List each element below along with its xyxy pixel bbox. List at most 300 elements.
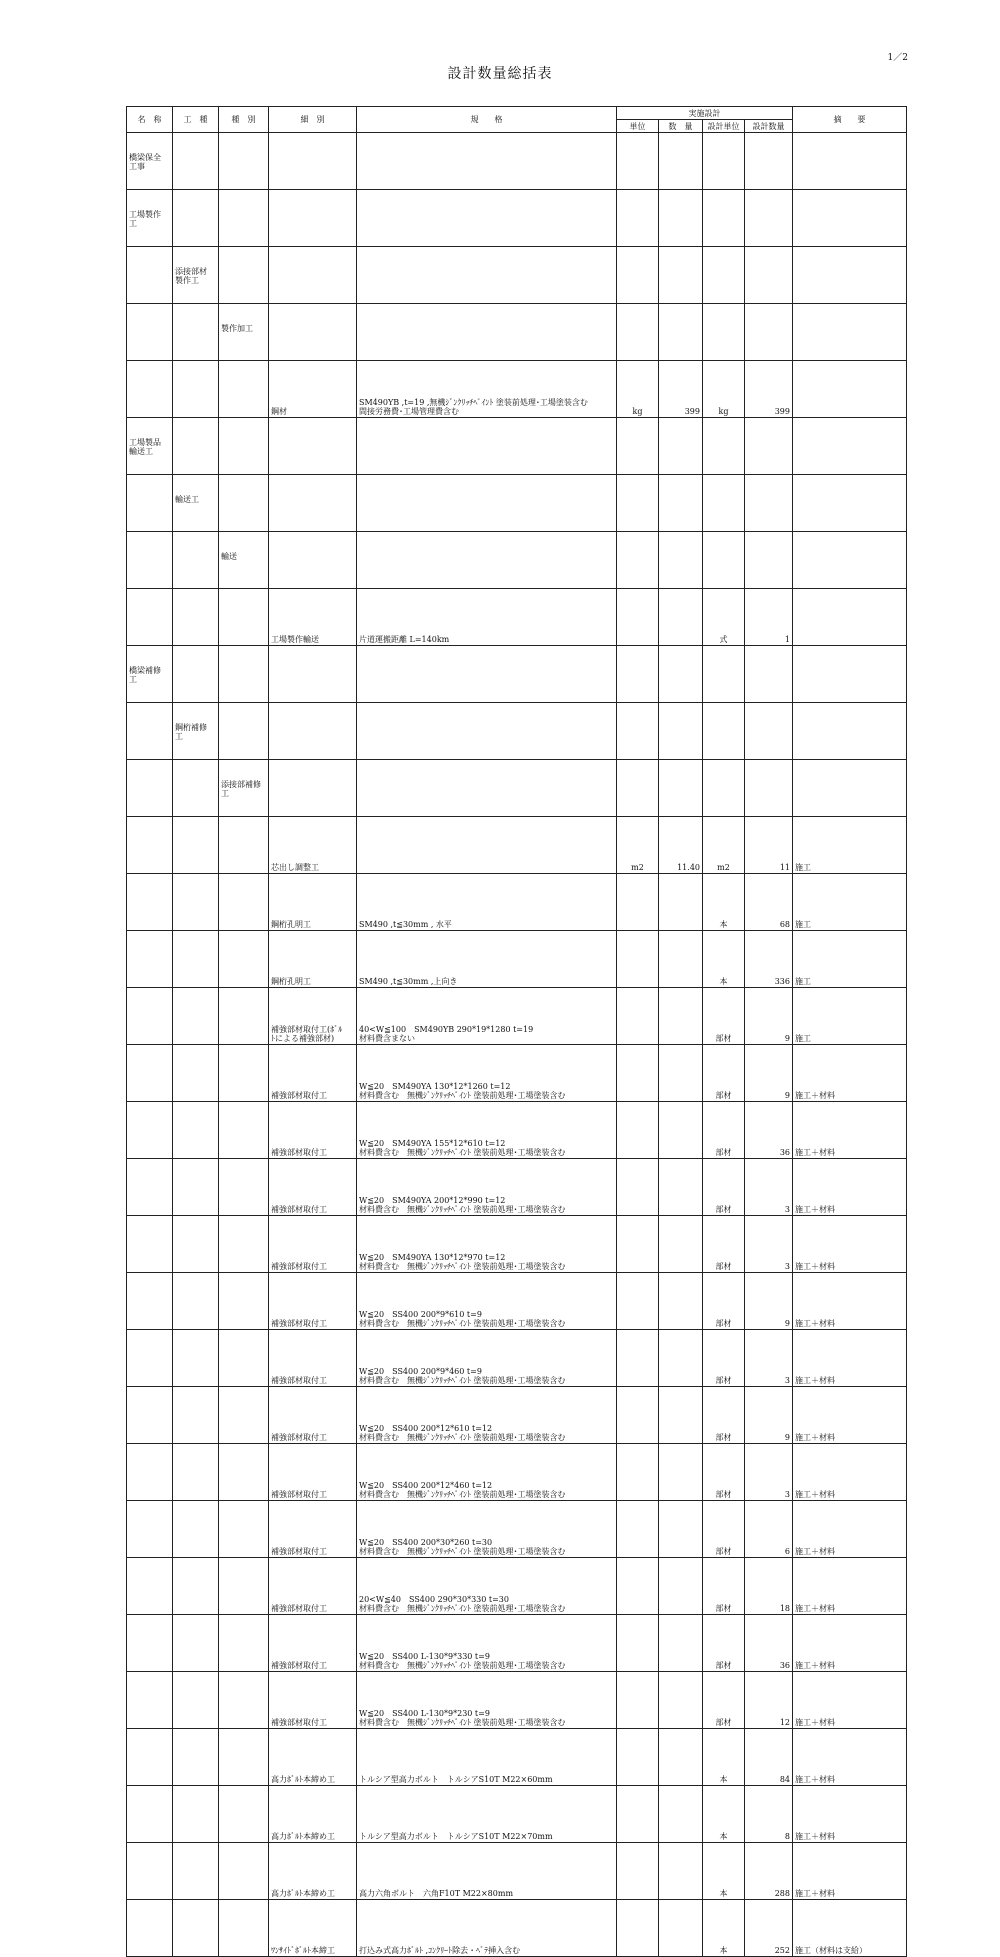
work-cell [173, 931, 219, 988]
work-cell [173, 361, 219, 418]
design-unit-cell [703, 304, 745, 361]
remarks-cell [793, 1786, 907, 1843]
cell-text: 工 [129, 675, 137, 684]
design-unit-cell [703, 475, 745, 532]
quantity-cell [659, 361, 703, 418]
design-quantity-cell [745, 931, 793, 988]
cell-text: 1 [784, 635, 790, 644]
table-row [127, 1387, 907, 1444]
detail-cell [269, 1102, 357, 1159]
unit-cell [617, 1672, 659, 1729]
cell-text: 3 [784, 1490, 790, 1499]
cell-text: W≦20 SM490YA 200*12*990 t=12 [359, 1196, 506, 1205]
remarks-cell [793, 874, 907, 931]
cell-text: 399 [684, 407, 700, 416]
unit-cell [617, 874, 659, 931]
cell-text: 材料費含む 無機ｼﾞﾝｸﾘｯﾁﾍﾟｲﾝﾄ 塗装前処理･工場塗装含む [359, 1262, 566, 1271]
cell-text: 輸送工 [129, 447, 153, 456]
remarks-cell [793, 1216, 907, 1273]
detail-cell [269, 1729, 357, 1786]
kind-cell [219, 418, 269, 475]
cell-text: 輸送工 [175, 495, 199, 504]
detail-cell [269, 1786, 357, 1843]
spec-cell [357, 1900, 617, 1957]
detail-cell [269, 760, 357, 817]
spec-cell [357, 1843, 617, 1900]
header-unit: 単位 [617, 120, 659, 133]
design-quantity-cell [745, 1273, 793, 1330]
quantity-cell [659, 475, 703, 532]
detail-cell [269, 1330, 357, 1387]
spec-cell [357, 247, 617, 304]
cell-text: 補強部材取付工 [271, 1148, 327, 1157]
design-quantity-cell [745, 532, 793, 589]
table-row [127, 1273, 907, 1330]
remarks-cell [793, 532, 907, 589]
kind-cell [219, 133, 269, 190]
unit-cell [617, 1330, 659, 1387]
cell-text: 施工 [795, 1034, 811, 1043]
table-row [127, 874, 907, 931]
work-cell [173, 589, 219, 646]
spec-cell [357, 1216, 617, 1273]
design-unit-cell [703, 874, 745, 931]
detail-cell [269, 304, 357, 361]
table-row [127, 190, 907, 247]
detail-cell [269, 190, 357, 247]
header-name: 名 称 [127, 107, 173, 133]
detail-cell [269, 703, 357, 760]
kind-cell [219, 1615, 269, 1672]
work-cell [173, 1615, 219, 1672]
cell-text: 材料費含まない [359, 1034, 415, 1043]
spec-cell [357, 1444, 617, 1501]
cell-text: W≦20 SS400 200*9*460 t=9 [359, 1367, 482, 1376]
spec-cell [357, 1501, 617, 1558]
cell-text: 部材 [715, 1661, 732, 1670]
design-unit-cell [703, 1615, 745, 1672]
table-row [127, 817, 907, 874]
cell-text: 製作加工 [221, 324, 253, 333]
quantity-cell [659, 1330, 703, 1387]
quantity-cell [659, 1387, 703, 1444]
quantity-cell [659, 1159, 703, 1216]
quantity-cell [659, 1786, 703, 1843]
cell-text: W≦20 SS400 200*9*610 t=9 [359, 1310, 482, 1319]
kind-cell [219, 1786, 269, 1843]
remarks-cell [793, 418, 907, 475]
cell-text: 補強部材取付工 [271, 1376, 327, 1385]
cell-text: 施工＋材料 [795, 1889, 835, 1898]
work-cell [173, 418, 219, 475]
name-cell [127, 1843, 173, 1900]
kind-cell [219, 1273, 269, 1330]
kind-cell [219, 1387, 269, 1444]
quantity-summary-table [126, 106, 907, 1957]
quantity-cell [659, 304, 703, 361]
table-row [127, 931, 907, 988]
cell-text: 本 [719, 1775, 728, 1784]
cell-text: 本 [719, 1889, 728, 1898]
unit-cell [617, 418, 659, 475]
kind-cell [219, 1159, 269, 1216]
table-row [127, 703, 907, 760]
cell-text: 材料費含む 無機ｼﾞﾝｸﾘｯﾁﾍﾟｲﾝﾄ 塗装前処理･工場塗装含む [359, 1718, 566, 1727]
kind-cell [219, 703, 269, 760]
unit-cell [617, 1900, 659, 1957]
cell-text: 3 [784, 1205, 790, 1214]
cell-text: 橋梁補修 [129, 666, 161, 675]
design-quantity-cell [745, 1615, 793, 1672]
design-unit-cell [703, 931, 745, 988]
design-unit-cell [703, 1843, 745, 1900]
header-implementation: 実施設計 [617, 107, 793, 120]
cell-text: 間接労務費･工場管理費含む [359, 407, 459, 416]
cell-text: 高力ﾎﾞﾙﾄ本締め工 [271, 1775, 335, 1784]
design-unit-cell [703, 418, 745, 475]
name-cell [127, 190, 173, 247]
spec-cell [357, 1159, 617, 1216]
work-cell [173, 1729, 219, 1786]
spec-cell [357, 361, 617, 418]
design-quantity-cell [745, 1729, 793, 1786]
cell-text: 添接部材 [175, 267, 207, 276]
design-quantity-cell [745, 1672, 793, 1729]
quantity-cell [659, 988, 703, 1045]
cell-text: 工 [221, 789, 229, 798]
cell-text: 鋼桁孔明工 [271, 920, 311, 929]
remarks-cell [793, 1159, 907, 1216]
cell-text: 部材 [715, 1376, 732, 1385]
table-row [127, 247, 907, 304]
kind-cell [219, 1672, 269, 1729]
cell-text: m2 [631, 863, 644, 872]
name-cell [127, 1786, 173, 1843]
work-cell [173, 1444, 219, 1501]
kind-cell [219, 1900, 269, 1957]
remarks-cell [793, 247, 907, 304]
cell-text: 9 [784, 1034, 790, 1043]
quantity-cell [659, 1729, 703, 1786]
design-quantity-cell [745, 1501, 793, 1558]
name-cell [127, 1045, 173, 1102]
design-quantity-cell [745, 703, 793, 760]
unit-cell [617, 190, 659, 247]
design-unit-cell [703, 1444, 745, 1501]
design-quantity-cell [745, 646, 793, 703]
spec-cell [357, 589, 617, 646]
remarks-cell [793, 1444, 907, 1501]
work-cell [173, 1501, 219, 1558]
work-cell [173, 988, 219, 1045]
kind-cell [219, 1102, 269, 1159]
name-cell [127, 1900, 173, 1957]
unit-cell [617, 1045, 659, 1102]
remarks-cell [793, 1843, 907, 1900]
kind-cell [219, 304, 269, 361]
cell-text: 336 [774, 977, 790, 986]
unit-cell [617, 133, 659, 190]
cell-text: 399 [774, 407, 790, 416]
spec-cell [357, 874, 617, 931]
cell-text: 12 [779, 1718, 790, 1727]
design-unit-cell [703, 1558, 745, 1615]
unit-cell [617, 988, 659, 1045]
detail-cell [269, 247, 357, 304]
quantity-cell [659, 589, 703, 646]
detail-cell [269, 589, 357, 646]
spec-cell [357, 304, 617, 361]
cell-text: 施工＋材料 [795, 1490, 835, 1499]
cell-text: 施工＋材料 [795, 1319, 835, 1328]
kind-cell [219, 1501, 269, 1558]
work-cell [173, 475, 219, 532]
work-cell [173, 1786, 219, 1843]
name-cell [127, 703, 173, 760]
kind-cell [219, 361, 269, 418]
name-cell [127, 1273, 173, 1330]
cell-text: 施工＋材料 [795, 1376, 835, 1385]
table-row [127, 1558, 907, 1615]
design-quantity-cell [745, 1159, 793, 1216]
cell-text: m2 [717, 863, 730, 872]
kind-cell [219, 1729, 269, 1786]
design-unit-cell [703, 1501, 745, 1558]
cell-text: 材料費含む 無機ｼﾞﾝｸﾘｯﾁﾍﾟｲﾝﾄ 塗装前処理･工場塗装含む [359, 1433, 566, 1442]
detail-cell [269, 418, 357, 475]
design-unit-cell [703, 703, 745, 760]
name-cell [127, 760, 173, 817]
name-cell [127, 1444, 173, 1501]
design-unit-cell [703, 589, 745, 646]
remarks-cell [793, 1387, 907, 1444]
unit-cell [617, 1558, 659, 1615]
cell-text: 施工＋材料 [795, 1262, 835, 1271]
work-cell [173, 1102, 219, 1159]
detail-cell [269, 361, 357, 418]
header-kind: 種 別 [219, 107, 269, 133]
kind-cell [219, 1444, 269, 1501]
cell-text: 工場製作 [129, 210, 161, 219]
cell-text: 施工＋材料 [795, 1832, 835, 1841]
kind-cell [219, 646, 269, 703]
table-row [127, 1900, 907, 1957]
remarks-cell [793, 703, 907, 760]
remarks-cell [793, 988, 907, 1045]
design-unit-cell [703, 133, 745, 190]
unit-cell [617, 1501, 659, 1558]
cell-text: 材料費含む 無機ｼﾞﾝｸﾘｯﾁﾍﾟｲﾝﾄ 塗装前処理･工場塗装含む [359, 1148, 566, 1157]
detail-cell [269, 1045, 357, 1102]
detail-cell [269, 1387, 357, 1444]
design-unit-cell [703, 247, 745, 304]
work-cell [173, 133, 219, 190]
name-cell [127, 1387, 173, 1444]
cell-text: 工 [129, 219, 137, 228]
cell-text: 36 [779, 1148, 790, 1157]
cell-text: 補強部材取付工 [271, 1604, 327, 1613]
unit-cell [617, 1615, 659, 1672]
work-cell [173, 1558, 219, 1615]
name-cell [127, 874, 173, 931]
unit-cell [617, 247, 659, 304]
quantity-cell [659, 133, 703, 190]
table-row [127, 1672, 907, 1729]
table-row [127, 1843, 907, 1900]
kind-cell [219, 760, 269, 817]
cell-text: 8 [784, 1832, 790, 1841]
page-number: 1／2 [887, 53, 908, 63]
remarks-cell [793, 133, 907, 190]
remarks-cell [793, 1045, 907, 1102]
work-cell [173, 1159, 219, 1216]
spec-cell [357, 988, 617, 1045]
design-quantity-cell [745, 247, 793, 304]
name-cell [127, 1729, 173, 1786]
cell-text: ﾄによる補強部材) [271, 1034, 335, 1043]
cell-text: 9 [784, 1319, 790, 1328]
table-row [127, 304, 907, 361]
design-quantity-cell [745, 1330, 793, 1387]
cell-text: 40<W≦100 SM490YB 290*19*1280 t=19 [359, 1025, 534, 1034]
name-cell [127, 1501, 173, 1558]
design-unit-cell [703, 760, 745, 817]
spec-cell [357, 646, 617, 703]
remarks-cell [793, 304, 907, 361]
design-quantity-cell [745, 418, 793, 475]
cell-text: 施工＋材料 [795, 1775, 835, 1784]
work-cell [173, 760, 219, 817]
kind-cell [219, 589, 269, 646]
spec-cell [357, 1102, 617, 1159]
cell-text: W≦20 SM490YA 130*12*1260 t=12 [359, 1082, 511, 1091]
document-title: 設計数量総括表 [447, 66, 553, 82]
work-cell [173, 304, 219, 361]
unit-cell [617, 1729, 659, 1786]
unit-cell [617, 817, 659, 874]
cell-text: 補強部材取付工 [271, 1433, 327, 1442]
kind-cell [219, 931, 269, 988]
spec-cell [357, 1045, 617, 1102]
unit-cell [617, 1159, 659, 1216]
quantity-cell [659, 1216, 703, 1273]
cell-text: 部材 [715, 1547, 732, 1556]
cell-text: 36 [779, 1661, 790, 1670]
quantity-cell [659, 1558, 703, 1615]
cell-text: 部材 [715, 1034, 732, 1043]
header-design-unit: 設計単位 [703, 120, 745, 133]
remarks-cell [793, 760, 907, 817]
unit-cell [617, 361, 659, 418]
work-cell [173, 1330, 219, 1387]
cell-text: 252 [774, 1946, 790, 1955]
design-unit-cell [703, 988, 745, 1045]
header-row [127, 107, 907, 120]
design-quantity-cell [745, 1045, 793, 1102]
spec-cell [357, 817, 617, 874]
remarks-cell [793, 190, 907, 247]
cell-text: 3 [784, 1262, 790, 1271]
remarks-cell [793, 1102, 907, 1159]
table-body [127, 133, 907, 1957]
kind-cell [219, 475, 269, 532]
cell-text: 鋼桁孔明工 [271, 977, 311, 986]
cell-text: 片道運搬距離 L=140km [359, 635, 450, 644]
cell-text: 材料費含む 無機ｼﾞﾝｸﾘｯﾁﾍﾟｲﾝﾄ 塗装前処理･工場塗装含む [359, 1319, 566, 1328]
remarks-cell [793, 1672, 907, 1729]
design-unit-cell [703, 532, 745, 589]
kind-cell [219, 817, 269, 874]
cell-text: 施工＋材料 [795, 1718, 835, 1727]
cell-text: 打込み式高力ﾎﾞﾙﾄ ,ｺﾝｸﾘｰﾄ除去・ﾍﾞﾃ挿入含む [359, 1946, 521, 1955]
design-quantity-cell [745, 760, 793, 817]
kind-cell [219, 1216, 269, 1273]
cell-text: SM490 ,t≦30mm , 水平 [359, 920, 452, 929]
name-cell [127, 133, 173, 190]
name-cell [127, 817, 173, 874]
unit-cell [617, 475, 659, 532]
name-cell [127, 589, 173, 646]
cell-text: 部材 [715, 1262, 732, 1271]
quantity-cell [659, 646, 703, 703]
remarks-cell [793, 817, 907, 874]
kind-cell [219, 1558, 269, 1615]
spec-cell [357, 1615, 617, 1672]
table-row [127, 418, 907, 475]
remarks-cell [793, 646, 907, 703]
design-unit-cell [703, 1387, 745, 1444]
spec-cell [357, 703, 617, 760]
name-cell [127, 1102, 173, 1159]
name-cell [127, 931, 173, 988]
table-row [127, 760, 907, 817]
detail-cell [269, 931, 357, 988]
spec-cell [357, 1672, 617, 1729]
cell-text: 添接部補修 [221, 780, 261, 789]
remarks-cell [793, 1615, 907, 1672]
cell-text: 鋼桁補修 [175, 723, 207, 732]
kind-cell [219, 190, 269, 247]
table-row [127, 1501, 907, 1558]
work-cell [173, 646, 219, 703]
cell-text: W≦20 SS400 200*12*610 t=12 [359, 1424, 493, 1433]
design-unit-cell [703, 1045, 745, 1102]
spec-cell [357, 1786, 617, 1843]
quantity-cell [659, 190, 703, 247]
detail-cell [269, 133, 357, 190]
cell-text: 製作工 [175, 276, 199, 285]
cell-text: 9 [784, 1091, 790, 1100]
cell-text: 補強部材取付工 [271, 1262, 327, 1271]
cell-text: 補強部材取付工 [271, 1547, 327, 1556]
spec-cell [357, 760, 617, 817]
cell-text: 鋼材 [271, 407, 287, 416]
design-quantity-cell [745, 589, 793, 646]
design-quantity-cell [745, 874, 793, 931]
quantity-cell [659, 1102, 703, 1159]
table-row [127, 1102, 907, 1159]
name-cell [127, 532, 173, 589]
header-work: 工 種 [173, 107, 219, 133]
table-row [127, 988, 907, 1045]
header-quantity: 数 量 [659, 120, 703, 133]
cell-text: 3 [784, 1376, 790, 1385]
kind-cell [219, 1843, 269, 1900]
design-unit-cell [703, 1729, 745, 1786]
unit-cell [617, 646, 659, 703]
quantity-cell [659, 1672, 703, 1729]
cell-text: 288 [774, 1889, 790, 1898]
